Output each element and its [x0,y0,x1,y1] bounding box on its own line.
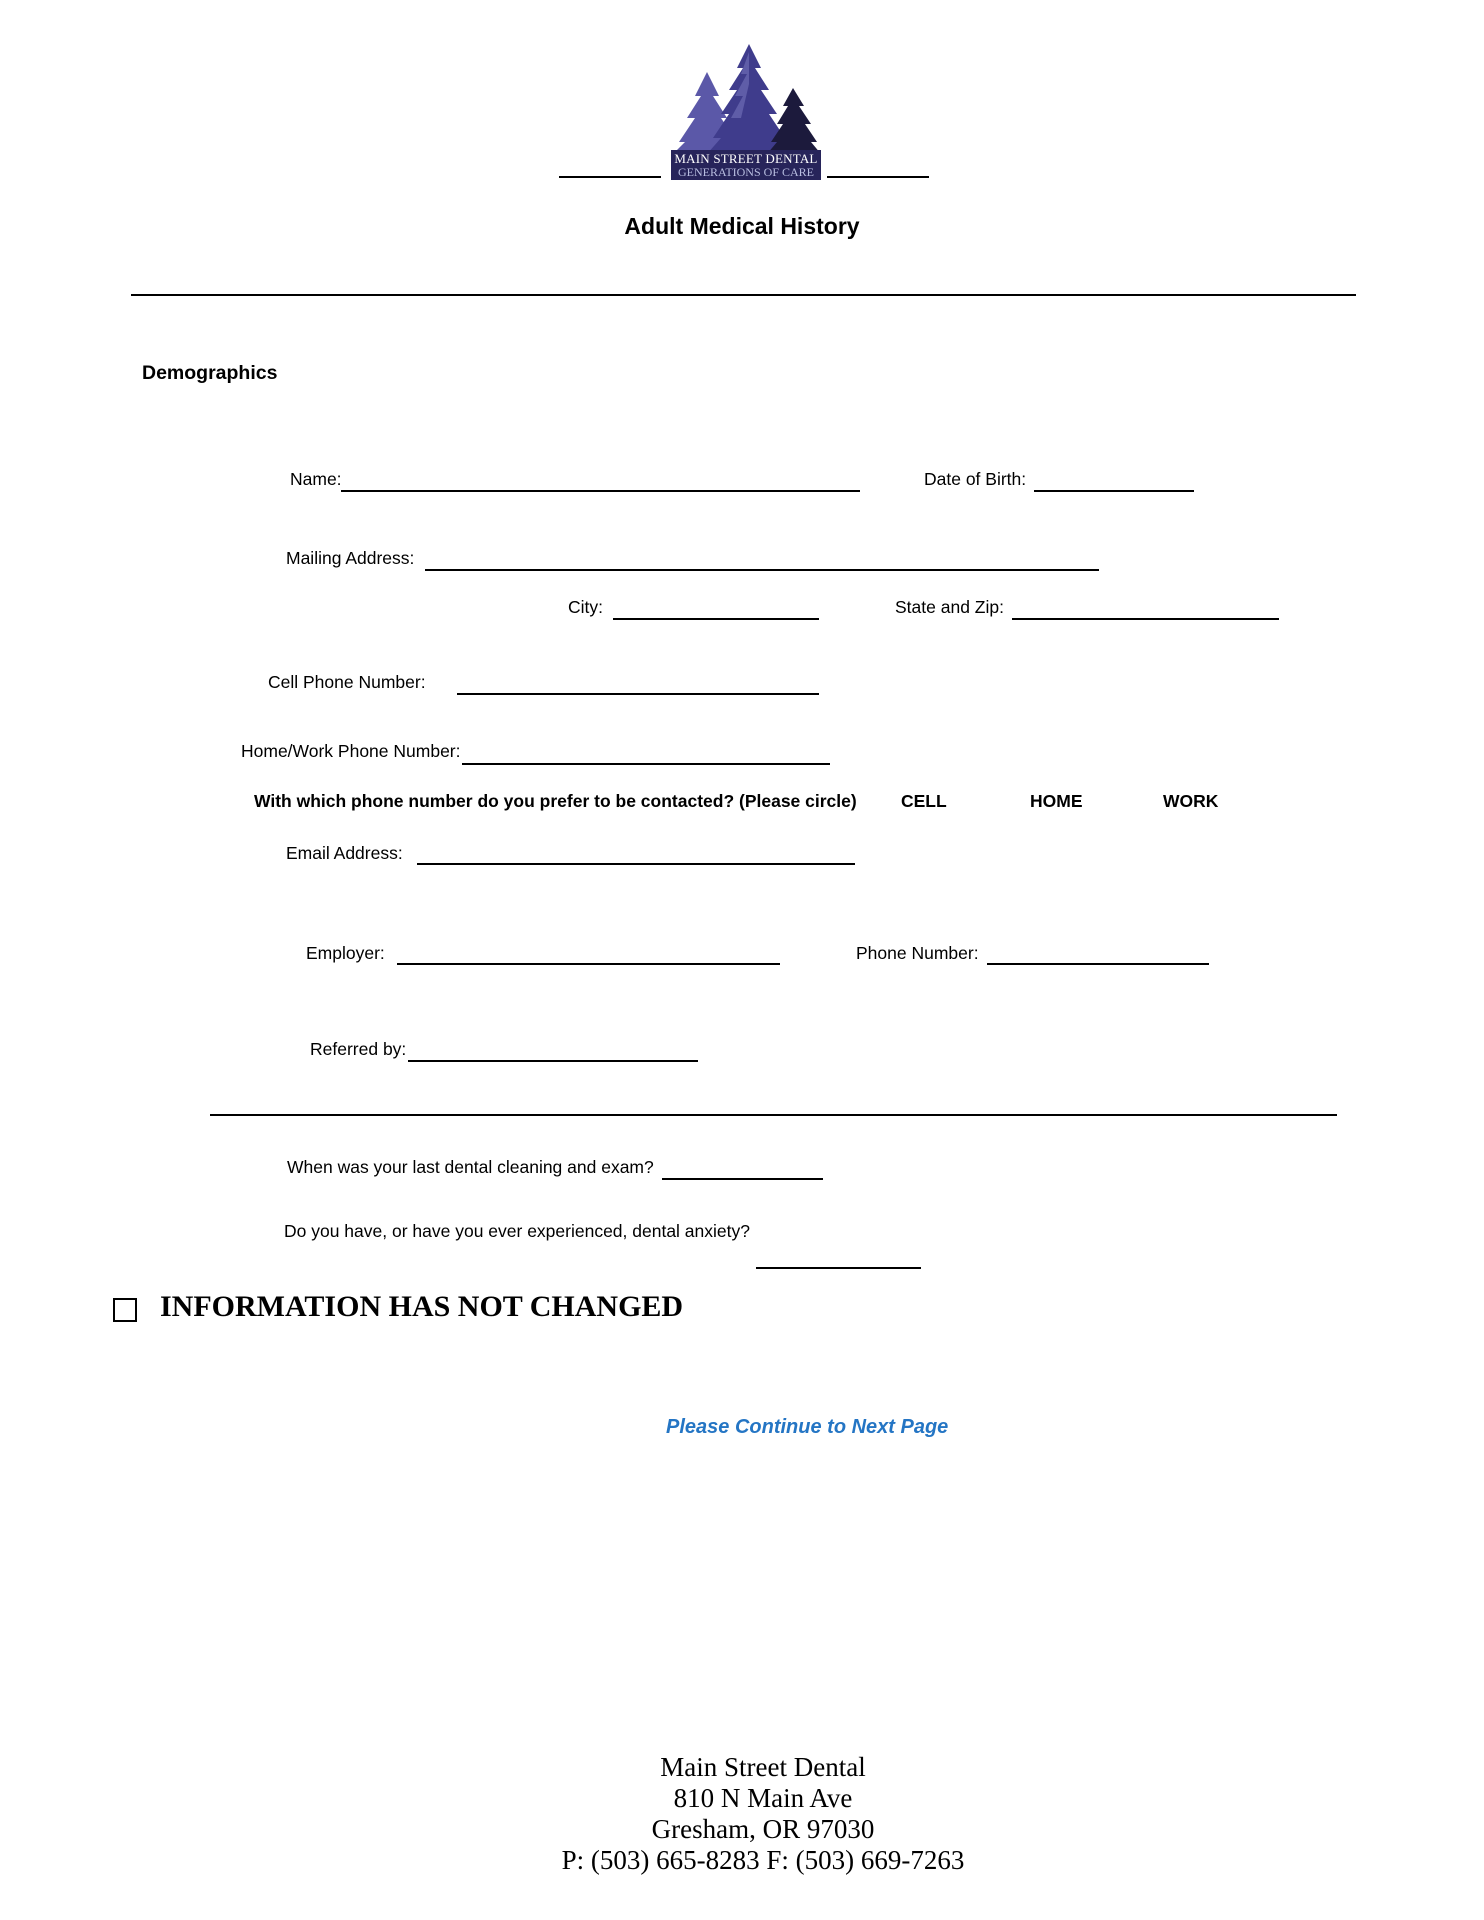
logo-tagline: GENERATIONS OF CARE [677,165,814,179]
title-divider [131,294,1356,296]
logo-right-rule [827,176,929,178]
last-cleaning-field[interactable] [662,1178,823,1180]
contact-option-work[interactable]: WORK [1163,791,1219,811]
referred-by-label: Referred by: [310,1039,407,1059]
state-zip-field[interactable] [1012,618,1279,620]
cell-phone-label: Cell Phone Number: [268,672,426,692]
mailing-address-label: Mailing Address: [286,548,415,568]
section-title-demographics: Demographics [142,362,278,384]
dental-anxiety-label: Do you have, or have you ever experienced, dental anxiety? [284,1221,750,1241]
name-field[interactable] [341,490,860,492]
city-field[interactable] [613,618,819,620]
cell-phone-field[interactable] [457,693,819,695]
footer-street: 810 N Main Ave [673,1783,853,1813]
mailing-address-field[interactable] [425,569,1099,571]
employer-phone-field[interactable] [987,963,1209,965]
main-street-dental-logo [671,44,821,180]
pine-trees-icon [671,44,821,154]
employer-phone-label: Phone Number: [856,943,979,963]
footer-phones: P: (503) 665-8283 F: (503) 669-7263 [561,1845,965,1875]
last-cleaning-label: When was your last dental cleaning and exam? [287,1157,654,1177]
contact-option-home[interactable]: HOME [1030,791,1083,811]
footer-practice-name: Main Street Dental [660,1752,866,1782]
section-divider [210,1114,1337,1116]
page-title: Adult Medical History [624,213,860,239]
contact-option-cell[interactable]: CELL [901,791,947,811]
home-work-phone-label: Home/Work Phone Number: [241,741,461,761]
email-field[interactable] [417,863,855,865]
referred-by-field[interactable] [408,1060,698,1062]
dental-anxiety-field[interactable] [756,1267,921,1269]
home-work-phone-field[interactable] [462,763,830,765]
employer-label: Employer: [306,943,385,963]
email-label: Email Address: [286,843,403,863]
information-unchanged-label: INFORMATION HAS NOT CHANGED [160,1290,684,1323]
employer-field[interactable] [397,963,780,965]
footer-city-state-zip: Gresham, OR 97030 [651,1814,875,1844]
information-unchanged-checkbox[interactable] [113,1298,137,1322]
contact-preference-question: With which phone number do you prefer to be contacted? (Please circle) [254,791,857,811]
dob-label: Date of Birth: [924,469,1027,489]
city-label: City: [568,597,603,617]
state-zip-label: State and Zip: [895,597,1004,617]
continue-next-page-note: Please Continue to Next Page [666,1416,949,1438]
logo-left-rule [559,176,661,178]
dob-field[interactable] [1034,490,1194,492]
logo-name: MAIN STREET DENTAL [674,151,818,166]
name-label: Name: [290,469,342,489]
practice-address-footer [0,1752,1484,1876]
